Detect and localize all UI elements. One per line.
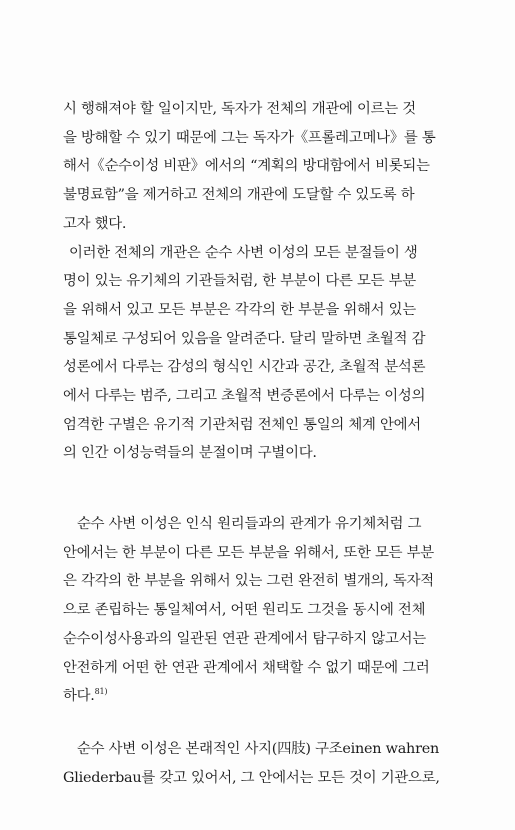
text-fragment: 하다. — [63, 688, 95, 705]
body-text-top — [63, 95, 441, 468]
block-quote — [63, 510, 441, 711]
text-line: 의 인간 이성능력들의 분절이며 구별이다. — [63, 445, 317, 462]
text-line-last — [63, 682, 441, 711]
paragraph-overview — [63, 239, 441, 469]
text-line: 시 행해져야 할 일이지만, 독자가 전체의 개관에 이르는 것 — [63, 101, 416, 117]
quote-paragraph — [63, 510, 441, 711]
footnote-marker: 81) — [94, 687, 108, 697]
text-line: 을 위해서 있고 모든 부분은 각각의 한 부분을 위해서 있는 — [63, 301, 416, 318]
paragraph-continued — [63, 95, 441, 239]
body-text-bottom — [63, 735, 441, 792]
text-line: 해서《순수이성 비판》에서의 “계획의 방대함에서 비롯되는 — [63, 158, 430, 175]
text-line: 고자 했다. — [63, 215, 127, 232]
text-line: 순수 사변 이성은 인식 원리들과의 관계가 유기체처럼 그 — [77, 516, 422, 532]
text-line: 명이 있는 유기체의 기관들처럼, 한 부분이 다른 모든 부분 — [63, 273, 416, 290]
text-line: Gliederbau를 갖고 있어서, 그 안에서는 모든 것이 기관으로, — [63, 769, 440, 786]
text-line: 안전하게 어떤 한 연관 관계에서 채택할 수 없기 때문에 그러 — [63, 659, 430, 676]
text-line: 안에서는 한 부분이 다른 모든 부분을 위해서, 또한 모든 부분 — [63, 544, 434, 561]
text-line: 불명료함”을 제거하고 전체의 개관에 도달할 수 있도록 하 — [63, 187, 415, 204]
text-line: 으로 존립하는 통일체여서, 어떤 원리도 그것을 동시에 전체 — [63, 602, 426, 619]
text-line: 은 각각의 한 부분을 위해서 있는 그런 완전히 별개의, 독자적 — [63, 573, 434, 590]
text-line: 을 방해할 수 있기 때문에 그는 독자가《프롤레고메나》를 통 — [63, 129, 436, 146]
text-line: 통일체로 구성되어 있음을 알려준다. 달리 말하면 초월적 감 — [63, 330, 426, 347]
text-line: 순수이성사용과의 일관된 연관 관계에서 탐구하지 않고서는 — [63, 630, 426, 647]
text-line: 성론에서 다루는 감성의 형식인 시간과 공간, 초월적 분석론 — [63, 359, 426, 376]
text-line: 순수 사변 이성은 본래적인 사지(四肢) 구조einen wahren — [77, 741, 439, 757]
text-line: 이러한 전체의 개관은 순수 사변 이성의 모든 분절들이 생 — [69, 244, 418, 261]
text-line: 엄격한 구별은 유기적 기관처럼 전체인 통일의 체계 안에서 — [63, 416, 421, 433]
text-line: 에서 다루는 범주, 그리고 초월적 변증론에서 다루는 이성의 — [63, 388, 426, 405]
paragraph-structure — [63, 735, 441, 792]
